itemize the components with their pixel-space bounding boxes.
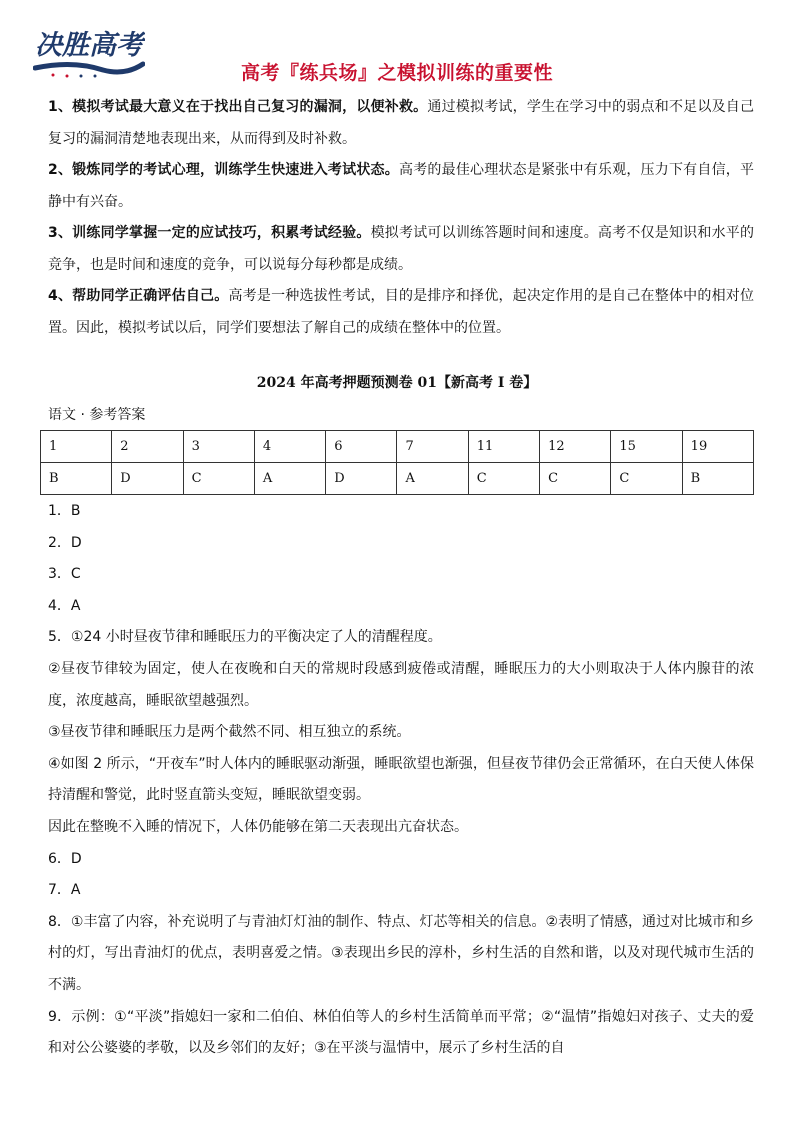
answer-item: ③昼夜节律和睡眠压力是两个截然不同、相互独立的系统。 <box>48 724 411 741</box>
answer-cell: D <box>326 463 397 495</box>
intro-section <box>48 92 754 344</box>
answer-item: 1．B <box>48 503 81 519</box>
question-number-cell: 4 <box>254 431 325 463</box>
answer-item: 3．C <box>48 566 81 583</box>
answer-cell: C <box>468 463 539 495</box>
answer-cell: D <box>112 463 183 495</box>
answer-row <box>41 463 754 495</box>
answer-item: 9．示例：①“平淡”指媳妇一家和二伯伯、林伯伯等人的乡村生活简单而平常；②“温情”指媳妇对孩子、丈夫的爱和对公公婆婆的孝敬，以及乡邻们的友好；③在平淡与温情中，展示了乡村生活的自 <box>48 1008 754 1057</box>
question-number-cell: 2 <box>112 431 183 463</box>
intro-text: 高考是一种选拔性考试，目的是排序和择优，起决定作用的是自己在整体中的相对位置。因此，模拟考试以后，同学们要想法了解自己的成绩在整体中的位置。 <box>48 288 754 336</box>
answer-cell: C <box>611 463 682 495</box>
intro-paragraph <box>48 155 754 218</box>
answer-item: ②昼夜节律较为固定，使人在夜晚和白天的常规时段感到疲倦或清醒，睡眠压力的大小则取决于人体内腺苷的浓度，浓度越高，睡眠欲望越强烈。 <box>48 660 754 709</box>
answer-item: 7．A <box>48 882 81 899</box>
question-number-cell: 12 <box>540 431 611 463</box>
question-number-cell: 6 <box>326 431 397 463</box>
intro-text: 通过模拟考试，学生在学习中的弱点和不足以及自己复习的漏洞清楚地表现出来，从而得到及时补救。 <box>48 99 754 147</box>
question-number-cell: 3 <box>183 431 254 463</box>
answer-item: ④如图 2 所示，“开夜车”时人体内的睡眠驱动渐强，睡眠欲望也渐强，但昼夜节律仍会正常循环，在白天使人体保持清醒和警觉，此时竖直箭头变短，睡眠欲望变弱。 <box>48 755 754 804</box>
answer-table <box>40 430 754 495</box>
question-number-cell: 1 <box>41 431 112 463</box>
page-title: 高考『练兵场』之模拟训练的重要性 <box>240 62 553 84</box>
intro-paragraph <box>48 218 754 281</box>
answer-cell: C <box>183 463 254 495</box>
answer-item: 因此在整晚不入睡的情况下，人体仍能够在第二天表现出亢奋状态。 <box>48 818 468 835</box>
subject-label: 语文 · 参考答案 <box>48 407 146 423</box>
answer-item: 2．D <box>48 534 82 551</box>
intro-heading: 2、锻炼同学的考试心理，训练学生快速进入考试状态。 <box>48 162 399 178</box>
answer-cell: B <box>41 463 112 495</box>
question-number-cell: 15 <box>611 431 682 463</box>
answer-list <box>48 496 754 1065</box>
intro-heading: 3、训练同学掌握一定的应试技巧，积累考试经验。 <box>48 225 371 241</box>
question-number-cell: 11 <box>468 431 539 463</box>
intro-heading: 1、模拟考试最大意义在于找出自己复习的漏洞，以便补救。 <box>48 99 428 115</box>
answer-cell: C <box>540 463 611 495</box>
intro-paragraph <box>48 92 754 155</box>
answer-cell: A <box>254 463 325 495</box>
question-number-row <box>41 431 754 463</box>
question-number-cell: 19 <box>682 431 753 463</box>
intro-heading: 4、帮助同学正确评估自己。 <box>48 288 229 304</box>
intro-text: 高考的最佳心理状态是紧张中有乐观，压力下有自信，平静中有兴奋。 <box>48 162 755 210</box>
answer-item: 4．A <box>48 597 81 614</box>
question-number-cell: 7 <box>397 431 468 463</box>
answer-cell: A <box>397 463 468 495</box>
exam-title: 2024 年高考押题预测卷 01【新高考 I 卷】 <box>256 375 538 391</box>
intro-text: 模拟考试可以训练答题时间和速度。高考不仅是知识和水平的竞争，也是时间和速度的竞争，可以说每分每秒都是成绩。 <box>48 225 754 273</box>
intro-paragraph <box>48 281 754 344</box>
answer-item: 5．①24 小时昼夜节律和睡眠压力的平衡决定了人的清醒程度。 <box>48 629 442 646</box>
answer-item: 8．①丰富了内容，补充说明了与青油灯灯油的制作、特点、灯芯等相关的信息。②表明了情感，通过对比城市和乡村的灯，写出青油灯的优点，表明喜爱之情。③表现出乡民的淳朴，乡村生活的自然和谐，以及对现代城市生活的不满。 <box>48 913 755 993</box>
answer-cell: B <box>682 463 753 495</box>
logo-text: 决胜高考 <box>35 30 143 61</box>
answer-item: 6．D <box>48 850 82 867</box>
